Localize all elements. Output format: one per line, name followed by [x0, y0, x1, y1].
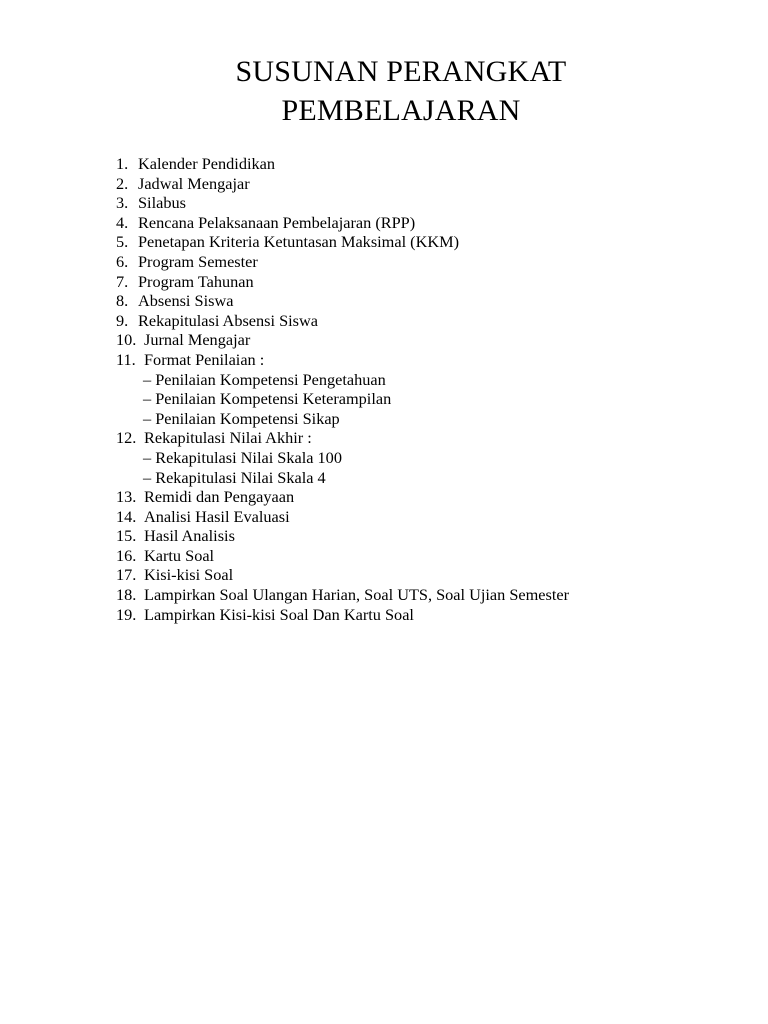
- list-item-number: 17.: [116, 565, 137, 585]
- list-item-text: Program Tahunan: [138, 271, 254, 291]
- list-item: [116, 526, 736, 546]
- title-line-1: SUSUNAN PERANGKAT: [235, 55, 567, 88]
- list-subitem: [116, 468, 736, 488]
- list-subitem-text: – Rekapitulasi Nilai Skala 100: [143, 447, 342, 467]
- list-item-text: Rekapitulasi Nilai Akhir :: [144, 428, 312, 448]
- list-item: [116, 487, 736, 507]
- list-subitem-text: – Penilaian Kompetensi Keterampilan: [143, 389, 392, 409]
- list-item: [116, 350, 736, 370]
- list-item-text: Rencana Pelaksanaan Pembelajaran (RPP): [138, 212, 416, 232]
- list-item: [116, 585, 736, 605]
- list-item: [116, 213, 736, 233]
- list-subitem: [116, 448, 736, 468]
- list-item: [116, 232, 736, 252]
- list-item-text: Format Penilaian :: [144, 349, 265, 369]
- list-item-number: 12.: [116, 428, 137, 448]
- list-item-number: 18.: [116, 585, 137, 605]
- list-item-number: 16.: [116, 545, 137, 565]
- list-item: [116, 546, 736, 566]
- list-item-number: 13.: [116, 487, 137, 507]
- list-item: [116, 507, 736, 527]
- list-item: [116, 565, 736, 585]
- list-item: [116, 154, 736, 174]
- list-item: [116, 311, 736, 331]
- list-subitem-text: – Penilaian Kompetensi Sikap: [143, 408, 340, 428]
- list-item-number: 8.: [116, 291, 129, 311]
- list-item-text: Lampirkan Soal Ulangan Harian, Soal UTS, Soal Ujian Semester: [144, 585, 570, 605]
- list-item-number: 3.: [116, 193, 129, 213]
- list-item-text: Program Semester: [138, 251, 258, 271]
- list-item: [116, 174, 736, 194]
- list-item-text: Hasil Analisis: [144, 526, 235, 546]
- list-item-text: Penetapan Kriteria Ketuntasan Maksimal (KKM): [138, 232, 460, 252]
- document-title: [0, 52, 768, 130]
- list-subitem: [116, 389, 736, 409]
- list-item-text: Silabus: [138, 193, 186, 213]
- list-item-number: 5.: [116, 232, 129, 252]
- list-item-number: 10.: [116, 330, 137, 350]
- list-subitem-text: – Rekapitulasi Nilai Skala 4: [143, 467, 326, 487]
- list-item: [116, 605, 736, 625]
- list-subitem: [116, 370, 736, 390]
- list-item: [116, 272, 736, 292]
- list-item: [116, 291, 736, 311]
- list-item: [116, 252, 736, 272]
- list-item-number: 4.: [116, 212, 129, 232]
- list-item-text: Lampirkan Kisi-kisi Soal Dan Kartu Soal: [144, 604, 414, 624]
- list-item-number: 11.: [116, 349, 136, 369]
- list-item-text: Absensi Siswa: [138, 291, 234, 311]
- list-item-text: Kartu Soal: [144, 545, 215, 565]
- list-subitem: [116, 409, 736, 429]
- list-item-number: 6.: [116, 251, 129, 271]
- list-item-text: Jurnal Mengajar: [144, 330, 251, 350]
- list-item-text: Kalender Pendidikan: [138, 154, 275, 173]
- list-item-number: 14.: [116, 506, 137, 526]
- list-subitem-text: – Penilaian Kompetensi Pengetahuan: [143, 369, 386, 389]
- list-item: [116, 330, 736, 350]
- title-line-2: PEMBELAJARAN: [281, 94, 521, 127]
- list-item: [116, 428, 736, 448]
- list-item-text: Analisi Hasil Evaluasi: [144, 506, 290, 526]
- list-item-number: 1.: [116, 154, 129, 173]
- list-item-number: 9.: [116, 310, 129, 330]
- list-item-text: Kisi-kisi Soal: [144, 565, 234, 585]
- list-item-number: 15.: [116, 526, 137, 546]
- list-item-number: 2.: [116, 173, 129, 193]
- list-item-text: Remidi dan Pengayaan: [144, 487, 295, 507]
- list-item-number: 19.: [116, 604, 137, 624]
- list-item-number: 7.: [116, 271, 129, 291]
- list-item-text: Rekapitulasi Absensi Siswa: [138, 310, 318, 330]
- list-item: [116, 193, 736, 213]
- list-item-text: Jadwal Mengajar: [138, 173, 250, 193]
- checklist: [116, 154, 736, 624]
